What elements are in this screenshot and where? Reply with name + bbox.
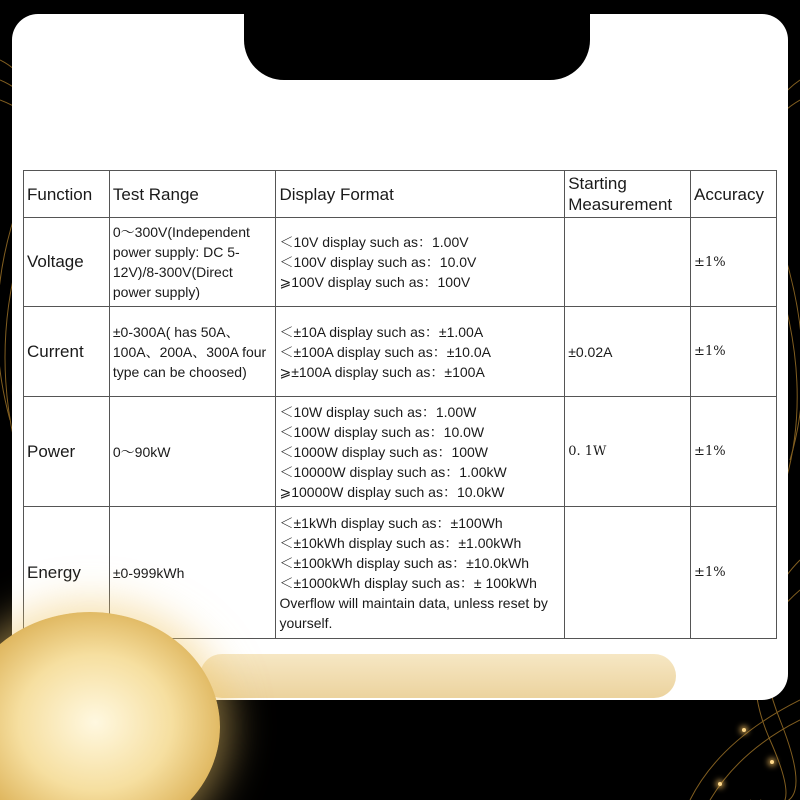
cell-starting xyxy=(565,218,691,307)
cell-test-range: 0～90kW xyxy=(109,397,276,507)
header-accuracy: Accuracy xyxy=(691,171,777,218)
specification-table xyxy=(23,170,777,639)
decorative-gold-bar xyxy=(200,654,676,698)
cell-function: Voltage xyxy=(24,218,110,307)
display-line: ＜±10kWh display such as：±1.00kWh xyxy=(279,534,522,551)
cell-starting: 0. 1W xyxy=(565,397,691,507)
display-line: ＜±1000kWh display such as：± 100kWh Overflow will maintain data, unless reset by yourself. xyxy=(279,574,548,631)
display-line: ＜10000W display such as：1.00kW xyxy=(279,463,507,480)
cell-test-range: ±0-999kWh xyxy=(109,507,276,639)
display-line: ＜±10A display such as：±1.00A xyxy=(279,323,484,340)
top-notch xyxy=(244,14,590,80)
table-row xyxy=(24,307,777,397)
cell-starting xyxy=(565,507,691,639)
display-line: ⩾10000W display such as：10.0kW xyxy=(279,483,505,500)
cell-accuracy: ±1% xyxy=(691,218,777,307)
sparkle xyxy=(742,728,746,732)
display-line: ＜±100kWh display such as：±10.0kWh xyxy=(279,554,530,571)
cell-display-format xyxy=(276,218,565,307)
sparkle xyxy=(770,760,774,764)
cell-test-range: 0～300V(Independent power supply: DC 5-12V)/8-300V(Direct power supply) xyxy=(109,218,276,307)
table-row xyxy=(24,218,777,307)
cell-display-format xyxy=(276,307,565,397)
display-line: ＜100W display such as：10.0W xyxy=(279,423,485,440)
header-starting-line2: Measurement xyxy=(568,195,673,214)
cell-display-format xyxy=(276,397,565,507)
display-line: ⩾100V display such as：100V xyxy=(279,274,471,290)
cell-test-range: ±0-300A( has 50A、100A、200A、300A four type can be choosed) xyxy=(109,307,276,397)
display-line: ＜±1kWh display such as：±100Wh xyxy=(279,514,503,531)
display-line: ＜10W display such as：1.00W xyxy=(279,403,477,420)
sparkle xyxy=(718,782,722,786)
header-starting-measurement xyxy=(565,171,691,218)
header-starting-line1: Starting xyxy=(568,174,627,193)
table-header-row xyxy=(24,171,777,218)
cell-function: Power xyxy=(24,397,110,507)
table-row xyxy=(24,397,777,507)
cell-function: Current xyxy=(24,307,110,397)
header-display-format: Display Format xyxy=(276,171,565,218)
display-line: ⩾±100A display such as：±100A xyxy=(279,363,485,380)
cell-accuracy: ±1% xyxy=(691,397,777,507)
display-line: ＜10V display such as：1.00V xyxy=(279,234,469,250)
header-test-range: Test Range xyxy=(109,171,276,218)
cell-starting: ±0.02A xyxy=(565,307,691,397)
header-function: Function xyxy=(24,171,110,218)
display-line: ＜100V display such as：10.0V xyxy=(279,254,477,270)
cell-display-format xyxy=(276,507,565,639)
display-line: ＜±100A display such as：±10.0A xyxy=(279,343,491,360)
cell-accuracy: ±1% xyxy=(691,507,777,639)
display-line: ＜1000W display such as：100W xyxy=(279,443,489,460)
product-card xyxy=(12,14,788,700)
cell-accuracy: ±1% xyxy=(691,307,777,397)
cell-function: Energy xyxy=(24,507,110,639)
